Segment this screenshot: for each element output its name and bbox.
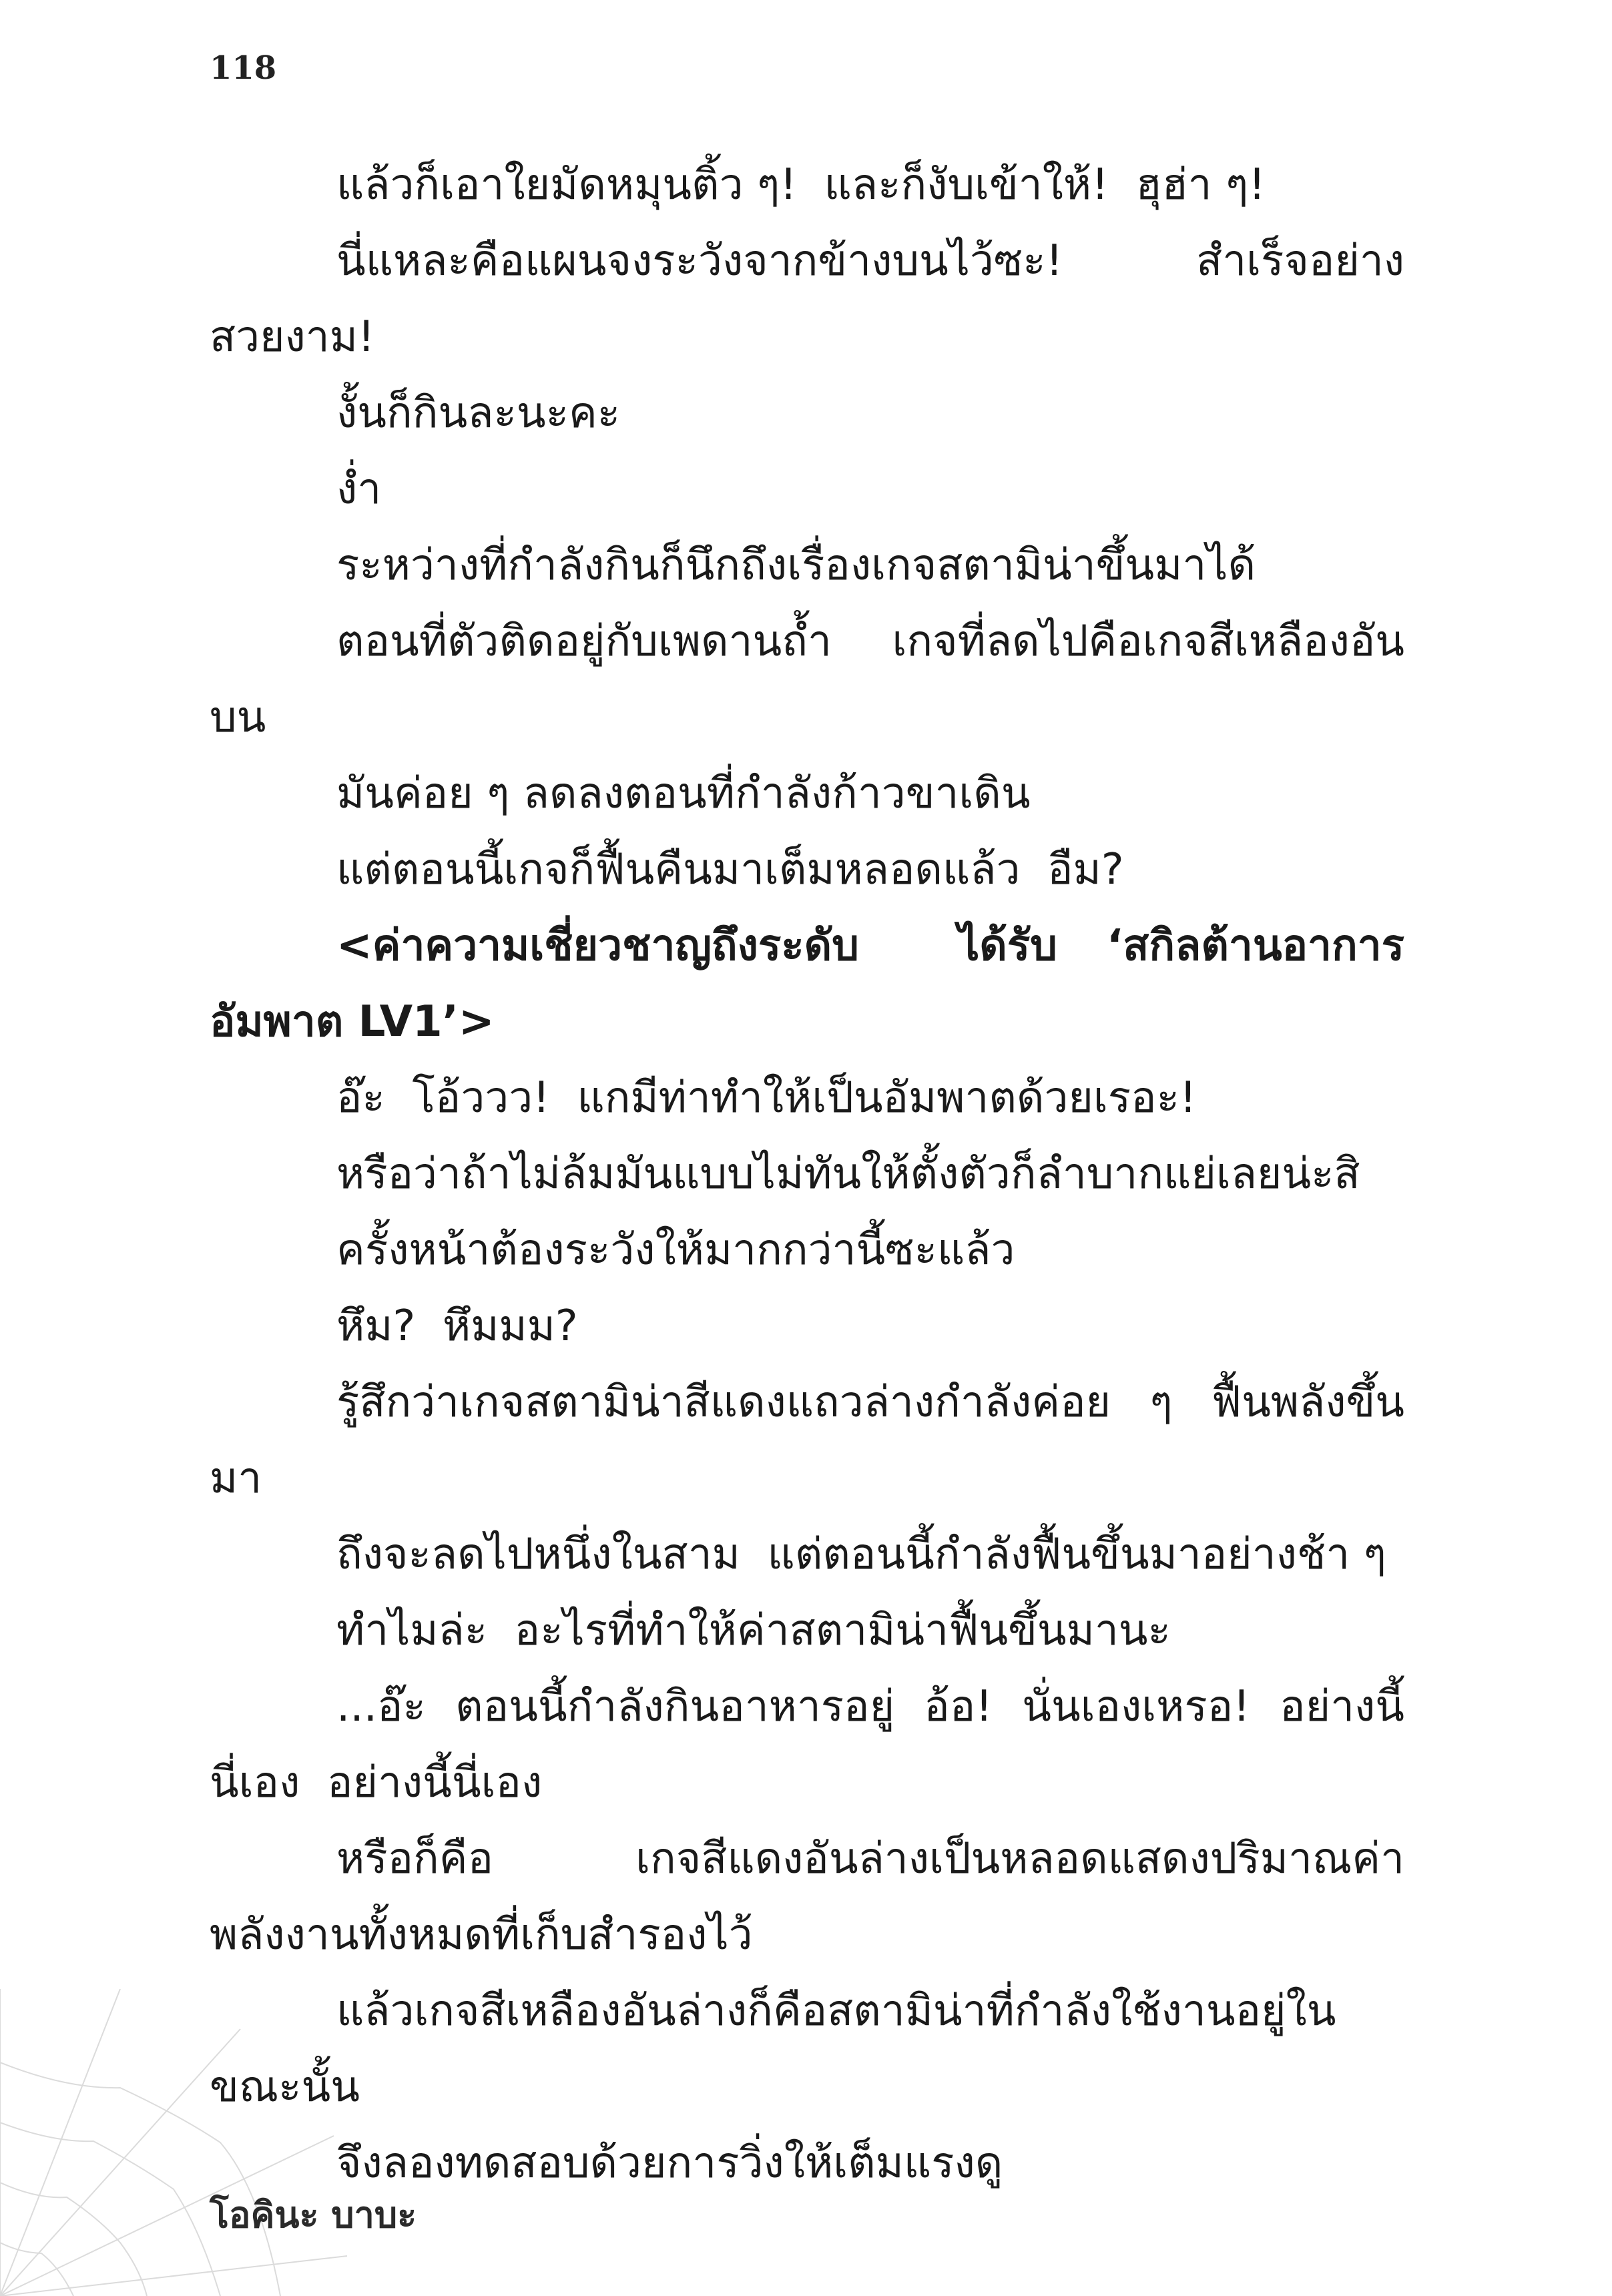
author-footer: โอคินะ บาบะ bbox=[210, 2194, 417, 2236]
body-text bbox=[210, 147, 1404, 2201]
paragraph: ครั้งหน้าต้องระวังให้มากกว่านี้ซะแล้ว bbox=[336, 1225, 1015, 1275]
paragraph: ทำไมล่ะ อะไรที่ทำให้ค่าสตามิน่าฟื้นขึ้นมานะ bbox=[336, 1606, 1171, 1655]
paragraph: รู้สึกว่าเกจสตามิน่าสีแดงแถวล่างกำลังค่อย ๆ ฟื้นพลังขึ้นมา bbox=[210, 1378, 1404, 1503]
paragraph: แต่ตอนนี้เกจก็ฟื้นคืนมาเต็มหลอดแล้ว อืม? bbox=[336, 845, 1124, 894]
paragraph: หรือก็คือ เกจสีแดงอันล่างเป็นหลอดแสดงปริมาณค่าพลังงานทั้งหมดที่เก็บสำรองไว้ bbox=[210, 1834, 1404, 1960]
paragraph: จึงลองทดสอบด้วยการวิ่งให้เต็มแรงดู bbox=[336, 2138, 1003, 2188]
paragraph: ตอนที่ตัวติดอยู่กับเพดานถ้ำ เกจที่ลดไปคือเกจสีเหลืองอันบน bbox=[210, 617, 1404, 742]
paragraph: แล้วเกจสีเหลืองอันล่างก็คือสตามิน่าที่กำลังใช้งานอยู่ในขณะนั้น bbox=[210, 1986, 1336, 2112]
paragraph: หึม? หึมมม? bbox=[336, 1302, 578, 1351]
page-number: 118 bbox=[210, 49, 277, 87]
spider-web-decoration bbox=[0, 1989, 347, 2296]
paragraph: งั้นก็กินละนะคะ bbox=[336, 388, 621, 438]
paragraph: หรือว่าถ้าไม่ล้มมันแบบไม่ทันให้ตั้งตัวก็ลำบากแย่เลยน่ะสิ bbox=[336, 1149, 1360, 1199]
paragraph: นี่แหละคือแผนจงระวังจากข้างบนไว้ซะ! สำเร็จอย่างสวยงาม! bbox=[210, 236, 1404, 362]
system-message: <ค่าความเชี่ยวชาญถึงระดับ ได้รับ ‘สกิลต้านอาการอัมพาต LV1’> bbox=[210, 921, 1404, 1047]
paragraph: ง่ำ bbox=[336, 465, 382, 514]
paragraph: มันค่อย ๆ ลดลงตอนที่กำลังก้าวขาเดิน bbox=[336, 769, 1031, 818]
paragraph: ...อ๊ะ ตอนนี้กำลังกินอาหารอยู่ อ้อ! นั่นเองเหรอ! อย่างนี้นี่เอง อย่างนี้นี่เอง bbox=[210, 1682, 1404, 1807]
paragraph: อ๊ะ โอ้ววว! แกมีท่าทำให้เป็นอัมพาตด้วยเรอะ! bbox=[336, 1073, 1197, 1123]
paragraph: ระหว่างที่กำลังกินก็นึกถึงเรื่องเกจสตามิน่าขึ้นมาได้ bbox=[336, 541, 1256, 590]
paragraph: ถึงจะลดไปหนึ่งในสาม แต่ตอนนี้กำลังฟื้นขึ้นมาอย่างช้า ๆ bbox=[336, 1530, 1386, 1579]
paragraph: แล้วก็เอาใยมัดหมุนติ้ว ๆ! และก็งับเข้าให้! ฮุฮ่า ๆ! bbox=[336, 160, 1266, 210]
